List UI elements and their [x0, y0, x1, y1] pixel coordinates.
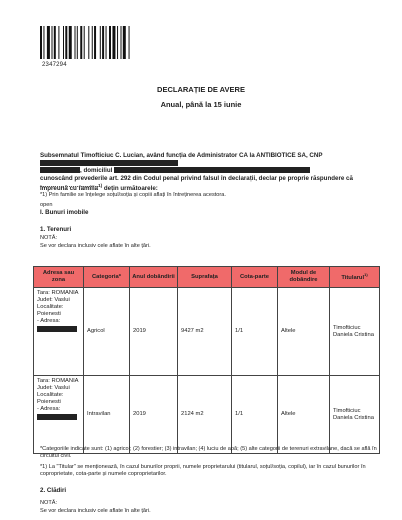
barcode-bar: [117, 26, 118, 59]
terenuri-nota: NOTĂ:: [40, 235, 58, 241]
barcode-bar: [123, 26, 126, 59]
cell-address: Tara: ROMANIA Judet: Vaslui Localitate: Poienesti - Adresa:: [34, 376, 84, 454]
statement-part-4: dețin următoarele:: [102, 185, 158, 193]
barcode-bar: [65, 26, 67, 59]
barcode-bar: [94, 26, 96, 59]
redacted-address: [114, 167, 310, 173]
barcode-bar: [47, 26, 50, 59]
cladiri-heading: 2. Clădiri: [40, 487, 67, 494]
cladiri-nota-text: Se vor declara inclusiv cele aflate în alte țări.: [40, 508, 151, 514]
barcode-bar: [92, 26, 93, 59]
barcode-bar: [58, 26, 59, 59]
barcode-bar: [69, 26, 72, 59]
document-title: DECLARAȚIE DE AVERE: [157, 85, 245, 94]
table-header-row: [34, 267, 380, 288]
col-modul: Modul de dobândire: [278, 267, 330, 288]
section-imobile: I. Bunuri imobile: [40, 209, 89, 216]
statement-part-3: cunoscând prevederile art. 292 din Codul penal privind falsul în declarații, declar pe proprie răspundere că împreună cu familia: [40, 174, 353, 193]
redacted-cnp-cont: [40, 167, 80, 173]
cell-share: 1/1: [232, 288, 278, 376]
terenuri-table: [33, 266, 380, 454]
document-subtitle: Anual, până la 15 iunie: [160, 100, 242, 109]
cell-year: 2019: [130, 376, 178, 454]
statement-part-1: Subsemnatul Timofticiuc C. Lucian, având funcția de Administrator CA la ANTIBIOTICE SA, CNP: [40, 152, 323, 159]
redacted-cnp: [40, 160, 178, 166]
barcode: [40, 26, 158, 59]
redacted-land-address: [37, 414, 77, 420]
barcode-bar: [102, 26, 104, 59]
table-row: [34, 288, 380, 376]
footnote-categorii: *Categoriile indicate sunt: (1) agricol; (2) forestier; (3) intravilan; (4) luciu de apă; (5) alte categorii de terenuri extravilane, dacă se află în circuitul civil.: [40, 446, 377, 459]
barcode-bar: [43, 26, 44, 59]
cell-year: 2019: [130, 288, 178, 376]
barcode-bar: [63, 26, 64, 59]
barcode-bar: [112, 26, 115, 59]
cell-mode: Altele: [278, 288, 330, 376]
barcode-bar: [84, 26, 85, 59]
cell-category: Intravilan: [84, 376, 130, 454]
cell-share: 1/1: [232, 376, 278, 454]
redacted-land-address: [37, 326, 77, 332]
statement-part-2: , domiciliul: [80, 167, 113, 175]
col-anul: Anul dobândirii: [130, 267, 178, 288]
col-categoria: Categoria*: [84, 267, 130, 288]
barcode-bar: [121, 26, 122, 59]
barcode-bar: [40, 26, 42, 59]
barcode-bar: [52, 26, 53, 59]
barcode-number: 2347294: [42, 62, 67, 68]
col-adresa: Adresa sau zona: [34, 267, 84, 288]
terenuri-heading: 1. Terenuri: [40, 226, 72, 233]
cell-owner: Timofticiuc Daniela Cristina: [330, 288, 380, 376]
cladiri-nota: NOTĂ:: [40, 500, 58, 506]
cell-area: 2124 m2: [178, 376, 232, 454]
separator-line: [40, 186, 98, 187]
barcode-bar: [100, 26, 101, 59]
open-label: open: [40, 202, 53, 208]
barcode-bar: [88, 26, 89, 59]
statement-sup: 1): [98, 183, 103, 189]
barcode-bar: [129, 26, 130, 59]
cell-owner: Timofticiuc Daniela Cristina: [330, 376, 380, 454]
barcode-bar: [109, 26, 111, 59]
barcode-bar: [106, 26, 107, 59]
cell-address: Tara: ROMANIA Judet: Vaslui Localitate: Poienesti - Adresa:: [34, 288, 84, 376]
barcode-bar: [54, 26, 56, 59]
cell-mode: Altele: [278, 376, 330, 454]
footnote-titular: *1) La "Titular" se menționează, în cazul bunurilor proprii, numele proprietarului (titularul, soțul/soția, copilul), iar în cazul bunurilor în coproprietate, cota-parte și numele coproprietarilor.: [40, 464, 366, 477]
col-titular: Titularul$^{1)}$: [330, 267, 380, 288]
barcode-bar: [75, 26, 76, 59]
col-cota: Cota-parte: [232, 267, 278, 288]
col-suprafata: Suprafața: [178, 267, 232, 288]
cell-area: 9427 m2: [178, 288, 232, 376]
terenuri-nota-text: Se vor declara inclusiv cele aflate în alte țări.: [40, 243, 151, 249]
cell-category: Agricol: [84, 288, 130, 376]
barcode-bar: [77, 26, 78, 59]
barcode-bar: [80, 26, 82, 59]
family-note: *1) Prin familie se înțelege soțul/soția și copiii aflați în întreținerea acestora.: [40, 192, 226, 198]
table-row: [34, 376, 380, 454]
